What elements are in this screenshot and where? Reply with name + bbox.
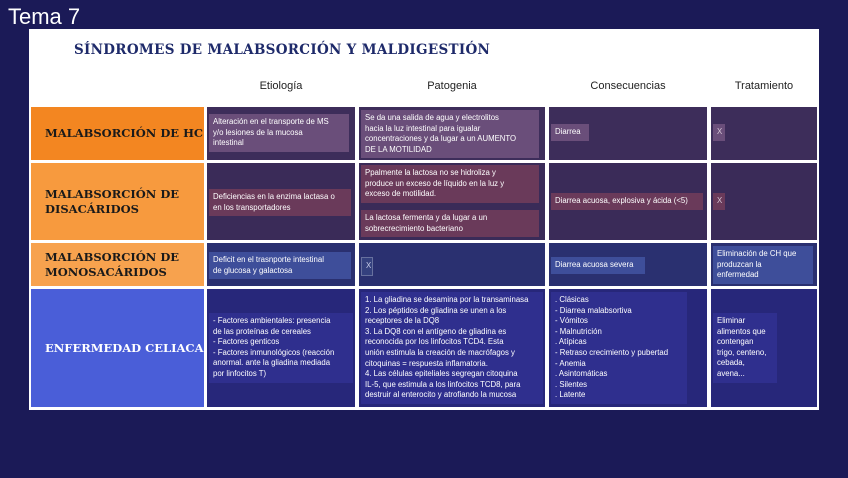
cell-lines <box>365 113 535 155</box>
header-consecuencias: Consecuencias <box>590 80 666 92</box>
cell-line: enfermedad <box>717 270 759 280</box>
cell-line: - Retraso crecimiento y pubertad <box>555 347 669 357</box>
cell-line: MONOSACÁRIDOS <box>45 264 167 279</box>
cell-line: exceso de motilidad. <box>365 189 437 199</box>
cell-lines <box>717 127 721 138</box>
disacaridos-etiologia-text <box>209 189 351 216</box>
celiaca-etiologia-text <box>209 313 353 383</box>
disacaridos-consecuencias-text <box>551 193 703 210</box>
slide-label: Tema 7 <box>8 4 81 29</box>
monosacaridos-tratamiento-text <box>713 246 813 284</box>
cell-line: destruir al enterocito y atrofiando la mucosa <box>365 390 517 400</box>
cell-lines <box>365 168 535 200</box>
cell-line: y/o lesiones de la mucosa <box>213 127 303 137</box>
cell-line: - Anemia <box>555 358 586 368</box>
disacaridos-patogenia-text-2 <box>361 210 539 237</box>
celiaca-tratamiento-text <box>713 313 777 383</box>
cell-lines <box>45 187 179 217</box>
monosacaridos-etiologia-text <box>209 252 351 279</box>
cell-line: reconocida por los linfocitos TCD4. Esta <box>365 337 504 347</box>
celiaca-patogenia-text <box>361 292 543 404</box>
cell-line: . Silentes <box>555 379 588 389</box>
cell-lines <box>213 192 347 213</box>
cell-line: citoquinas = respuesta inflamatoria. <box>365 358 488 368</box>
cell-lines <box>555 295 683 401</box>
cell-lines <box>45 341 204 356</box>
cell-line: 2. Los péptidos de gliadina se unen a los <box>365 305 507 315</box>
cell-lines <box>555 196 699 207</box>
cell-line: 4. Las células epiteliales segregan citoquina <box>365 369 518 379</box>
cell-line: ENFERMEDAD CELIACA <box>45 340 204 355</box>
cell-line: Eliminar <box>717 316 746 325</box>
cell-line: unión estimula la creación de macrófagos y <box>365 347 515 357</box>
cell-line: por linfocitos T) <box>213 368 267 378</box>
cell-line: . Asintomáticas <box>555 369 608 379</box>
row-label-hc <box>31 107 204 160</box>
cell-line: hacia la luz intestinal para igualar <box>365 123 481 133</box>
cell-line: sobrecrecimiento bacteriano <box>365 223 463 233</box>
cell-line: contengan <box>717 337 754 347</box>
celiaca-consecuencias-text <box>551 292 687 404</box>
cell-line: Diarrea <box>555 127 581 136</box>
cell-line: produce un exceso de líquido en la luz y <box>365 178 505 188</box>
cell-line: . Clásicas <box>555 295 589 304</box>
cell-lines <box>366 261 372 272</box>
disacaridos-tratamiento-text <box>713 193 725 210</box>
row-disacaridos-bg-tratamiento <box>711 163 817 240</box>
cell-line: MALABSORCIÓN DE <box>45 249 180 264</box>
cell-line: anormal. ante la gliadina mediada <box>213 358 331 368</box>
row-label-monosacaridos <box>31 243 204 286</box>
cell-lines <box>555 260 641 271</box>
hc-tratamiento-text <box>713 124 725 141</box>
cell-line: receptores de la DQ8 <box>365 316 440 326</box>
cell-line: Diarrea acuosa severa <box>555 260 634 269</box>
cell-line: - Factores ambientales: presencia <box>213 316 331 325</box>
cell-lines <box>213 255 347 276</box>
cell-line: concentraciones y da lugar a un AUMENTO <box>365 134 517 144</box>
cell-lines <box>213 316 349 380</box>
row-label-disacaridos <box>31 163 204 240</box>
cell-line: DE LA MOTILIDAD <box>365 144 432 154</box>
cell-lines <box>555 127 585 138</box>
hc-etiologia-text <box>209 114 349 152</box>
cell-lines <box>717 249 809 281</box>
cell-lines <box>717 196 721 207</box>
cell-line: MALABSORCIÓN DE HC <box>45 126 204 140</box>
cell-line: La lactosa fermenta y da lugar a un <box>365 213 488 222</box>
cell-line: IL-5, que estimula a los linfocitos TCD8, para <box>365 379 521 389</box>
cell-line: - Factores genticos <box>213 337 280 347</box>
row-monosacaridos-bg-patogenia <box>359 243 545 286</box>
cell-line: alimentos que <box>717 326 766 336</box>
cell-line: Alteración en el transporte de MS <box>213 117 329 126</box>
page-title: SÍNDROMES DE MALABSORCIÓN Y MALDIGESTIÓN <box>74 42 491 58</box>
cell-line: intestinal <box>213 138 244 148</box>
cell-line: . Atípicas <box>555 337 587 347</box>
cell-line: X <box>717 127 723 136</box>
cell-lines <box>717 316 773 380</box>
cell-line: 1. La gliadina se desamina por la transaminasa <box>365 295 529 304</box>
disacaridos-patogenia-text-1 <box>361 165 539 203</box>
cell-line: - Factores inmunológicos (reacción <box>213 347 335 357</box>
hc-consecuencias-text <box>551 124 589 141</box>
cell-line: Deficit en el trasnporte intestinal <box>213 255 324 264</box>
cell-line: avena... <box>717 368 745 378</box>
cell-lines <box>365 295 539 401</box>
cell-line: - Vómitos <box>555 316 588 326</box>
cell-line: DISACÁRIDOS <box>45 201 139 216</box>
cell-line: X <box>366 261 372 270</box>
header-patogenia: Patogenia <box>427 80 477 92</box>
cell-line: X <box>717 196 723 205</box>
header-tratamiento: Tratamiento <box>734 80 794 92</box>
cell-lines <box>45 250 179 280</box>
cell-line: en los transportadores <box>213 202 291 212</box>
cell-line: . Latente <box>555 390 586 400</box>
cell-line: - Diarrea malabsortiva <box>555 305 632 315</box>
cell-line: Eliminación de CH que <box>717 249 797 258</box>
cell-line: Se da una salida de agua y electrolitos <box>365 113 499 122</box>
cell-line: MALABSORCIÓN DE <box>45 186 180 201</box>
monosacaridos-patogenia-text <box>361 257 373 276</box>
cell-line: Ppalmente la lactosa no se hidroliza y <box>365 168 496 177</box>
cell-line: Deficiencias en la enzima lactasa o <box>213 192 335 201</box>
cell-lines <box>365 213 535 234</box>
cell-line: cebada, <box>717 358 745 368</box>
row-label-celiaca <box>31 289 204 407</box>
cell-line: Diarrea acuosa, explosiva y ácida (<5) <box>555 196 688 205</box>
cell-lines <box>45 126 203 141</box>
cell-line: 3. La DQ8 con el antígeno de gliadina es <box>365 326 507 336</box>
row-hc-bg-tratamiento <box>711 107 817 160</box>
cell-line: de las proteínas de cereales <box>213 326 311 336</box>
header-etiologia: Etiología <box>259 80 303 92</box>
cell-line: produzcan la <box>717 259 762 269</box>
monosacaridos-consecuencias-text <box>551 257 645 274</box>
hc-patogenia-text <box>361 110 539 158</box>
cell-line: - Malnutrición <box>555 326 602 336</box>
cell-lines <box>213 117 345 149</box>
cell-line: de glucosa y galactosa <box>213 265 293 275</box>
cell-line: trigo, centeno, <box>717 347 767 357</box>
